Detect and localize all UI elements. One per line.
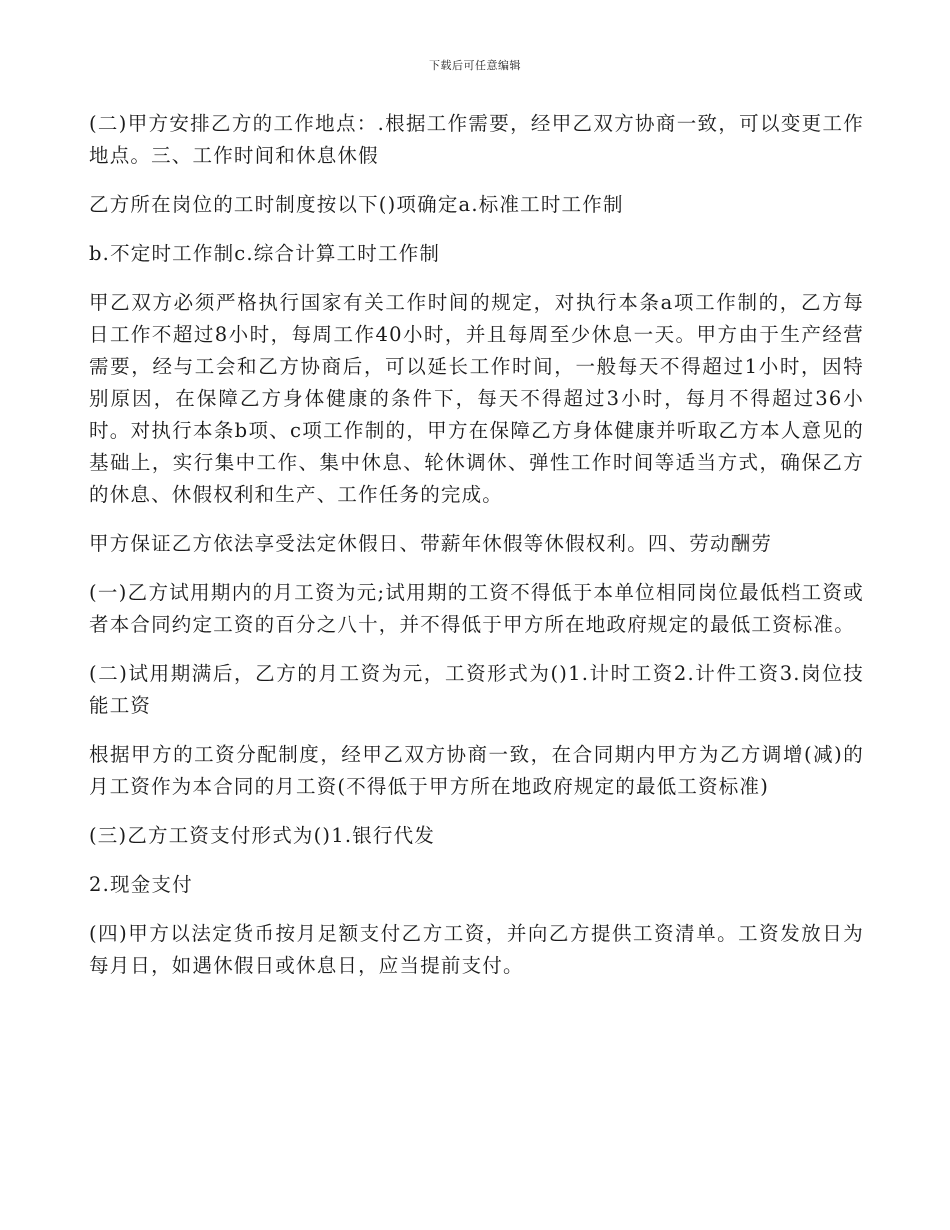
paragraph-work-location: (二)甲方安排乙方的工作地点：.根据工作需要，经甲乙双方协商一致，可以变更工作地点。三、工作时间和休息休假 bbox=[89, 112, 864, 167]
paragraph-salary-adjustment: 根据甲方的工资分配制度，经甲乙双方协商一致，在合同期内甲方为乙方调增(减)的月工资作为本合同的月工资(不得低于甲方所在地政府规定的最低工资标准) bbox=[89, 743, 864, 798]
paragraph-cash-payment: 2.现金支付 bbox=[89, 873, 193, 896]
page-header: 下载后可任意编辑 bbox=[429, 59, 521, 72]
paragraph-payment-form: (三)乙方工资支付形式为()1.银行代发 bbox=[89, 824, 436, 847]
paragraph-probation-salary: (一)乙方试用期内的月工资为元;试用期的工资不得低于本单位相同岗位最低档工资或者本合同约定工资的百分之八十，并不得低于甲方所在地政府规定的最低工资标准。 bbox=[89, 581, 864, 636]
paragraph-payment-schedule: (四)甲方以法定货币按月足额支付乙方工资，并向乙方提供工资清单。工资发放日为每月日，如遇休假日或休息日，应当提前支付。 bbox=[89, 922, 864, 977]
paragraph-working-time-rules: 甲乙双方必须严格执行国家有关工作时间的规定，对执行本条a项工作制的，乙方每日工作不超过8小时，每周工作40小时，并且每周至少休息一天。甲方由于生产经营需要，经与工会和乙方协商后，可以延长工作时间，一般每天不得超过1小时，因特别原因，在保障乙方身体健康的条件下，每天不得超过3小时，每月不得超过36小时。对执行本条b项、c项工作制的，甲方在保障乙方身体健康并听取乙方本人意见的基础上，实行集中工作、集中休息、轮休调休、弹性工作时间等适当方式，确保乙方的休息、休假权利和生产、工作任务的完成。 bbox=[89, 291, 864, 506]
paragraph-working-hours-system: 乙方所在岗位的工时制度按以下()项确定a.标准工时工作制 bbox=[89, 193, 624, 216]
paragraph-regular-salary: (二)试用期满后，乙方的月工资为元，工资形式为()1.计时工资2.计件工资3.岗位技能工资 bbox=[89, 662, 864, 717]
paragraph-working-hours-options: b.不定时工作制c.综合计算工时工作制 bbox=[89, 242, 441, 265]
document-body bbox=[89, 108, 864, 999]
paragraph-holidays: 甲方保证乙方依法享受法定休假日、带薪年休假等休假权利。四、劳动酬劳 bbox=[89, 532, 773, 555]
